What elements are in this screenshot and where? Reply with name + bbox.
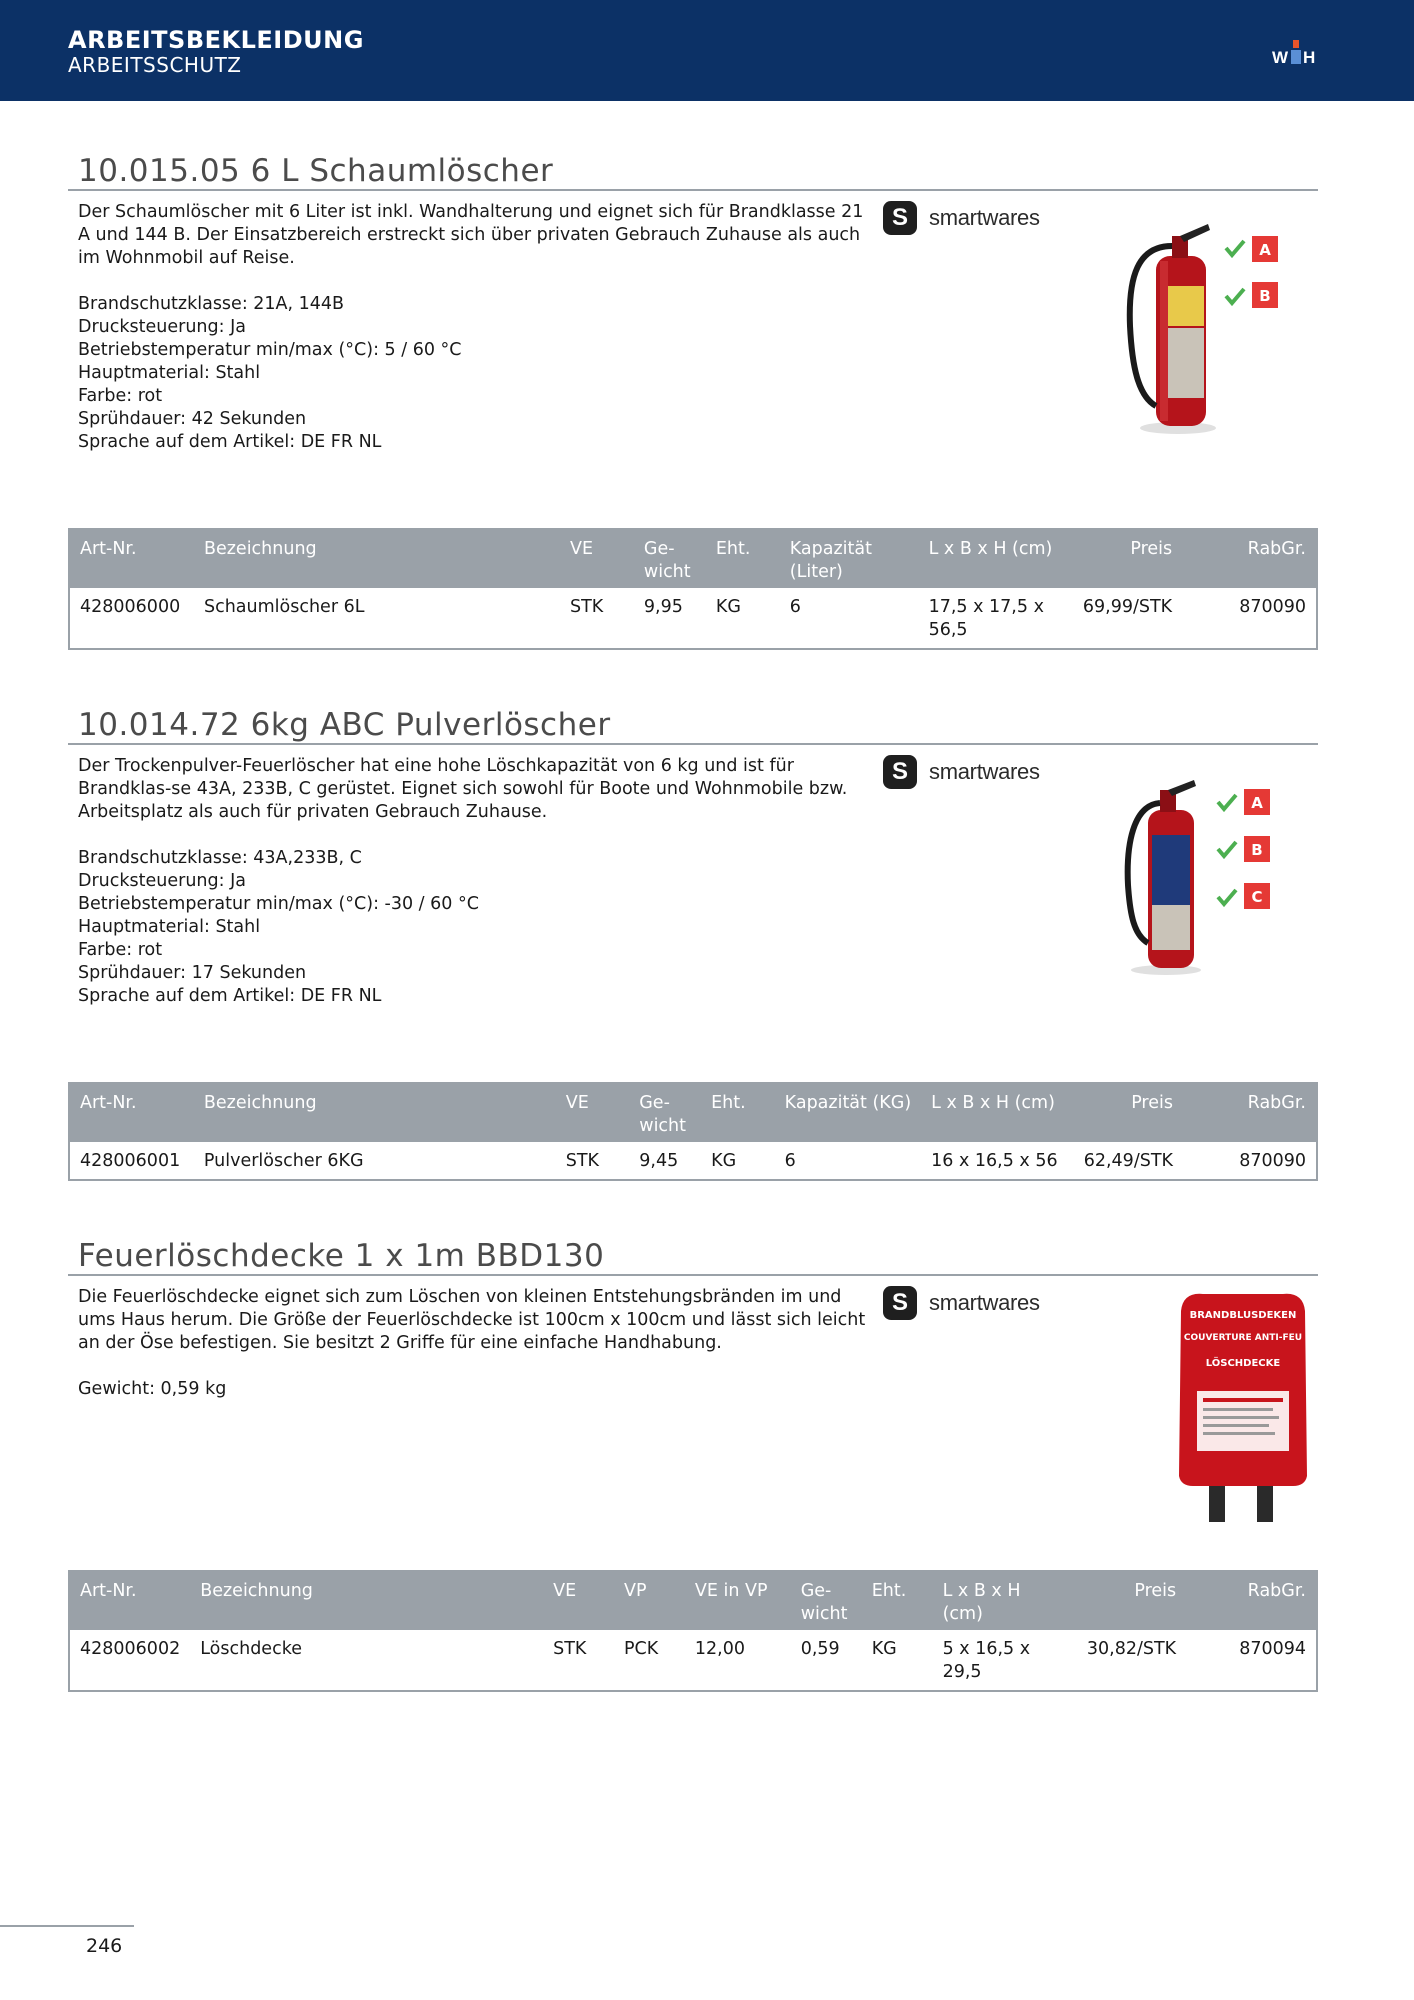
- foam-extinguisher-image: [1098, 206, 1298, 441]
- col-dimensions: L x B x H (cm): [933, 1571, 1077, 1630]
- svg-text:W: W: [1272, 48, 1289, 66]
- cell-rabgr: 870090: [1239, 597, 1306, 617]
- product-description: [78, 1286, 878, 1401]
- cell-bezeichnung: Pulverlöscher 6KG: [203, 1151, 364, 1171]
- cell-gewicht: 0,59: [800, 1639, 840, 1659]
- cell-preis: 30,82/STK: [1086, 1639, 1177, 1659]
- section-title: Feuerlöschdecke 1 x 1m BBD130: [68, 1236, 1318, 1276]
- product-section-powder-extinguisher: [68, 705, 1318, 1185]
- page-number: 246: [86, 1935, 123, 1957]
- col-eht: Eht.: [862, 1571, 933, 1630]
- table-header-row: [69, 529, 1317, 588]
- col-kapazitaet: Kapazität (KG): [775, 1083, 921, 1142]
- footer-divider: [0, 1925, 134, 1927]
- svg-text:A: A: [1251, 794, 1263, 812]
- section-title: 10.014.72 6kg ABC Pulverlöscher: [68, 705, 1318, 745]
- header-subtitle: ARBEITSSCHUTZ: [68, 53, 242, 77]
- product-table: [68, 1082, 1318, 1181]
- col-rabgr: RabGr.: [1183, 1083, 1317, 1142]
- cell-kapazitaet: 6: [789, 597, 801, 617]
- col-ve-in-vp: VE in VP: [685, 1571, 791, 1630]
- brand-logo: [883, 755, 1040, 789]
- cell-art-nr: 428006000: [80, 597, 181, 617]
- product-section-foam-extinguisher: [68, 151, 1318, 651]
- col-eht: Eht.: [701, 1083, 775, 1142]
- brand-s-icon: S: [883, 755, 917, 789]
- svg-text:B: B: [1251, 841, 1263, 859]
- page-header: [0, 0, 1414, 101]
- col-dimensions: L x B x H (cm): [921, 1083, 1068, 1142]
- product-description: [78, 755, 878, 1008]
- table-row: [69, 1142, 1317, 1180]
- cell-dimensions: 17,5 x 17,5 x 56,5: [928, 597, 1044, 640]
- col-preis: Preis: [1067, 529, 1182, 588]
- col-rabgr: RabGr.: [1186, 1571, 1317, 1630]
- cell-bezeichnung: Schaumlöscher 6L: [203, 597, 365, 617]
- col-art-nr: Art-Nr.: [69, 529, 194, 588]
- cell-vp: PCK: [624, 1639, 659, 1659]
- table-header-row: [69, 1571, 1317, 1630]
- description-text: Der Trockenpulver-Feuerlöscher hat eine hohe Löschkapazität von 6 kg und ist für Brandklas-se 43A, 233B, C gerüstet. Eignet sich sowohl für Boote und Wohnmobile bzw. Arbeitsplatz als auch für privaten Gebrauch Zuhause.: [78, 756, 848, 822]
- fire-class-a-icon: [1218, 789, 1270, 815]
- brand-s-icon: S: [883, 1286, 917, 1320]
- col-preis: Preis: [1068, 1083, 1183, 1142]
- col-bezeichnung: Bezeichnung: [190, 1571, 543, 1630]
- cell-preis: 69,99/STK: [1082, 597, 1173, 617]
- fire-class-b-icon: [1218, 836, 1270, 862]
- cell-dimensions: 16 x 16,5 x 56: [931, 1151, 1058, 1171]
- col-gewicht: Ge- wicht: [629, 1083, 701, 1142]
- description-text: Der Schaumlöscher mit 6 Liter ist inkl. Wandhalterung und eignet sich für Brandklasse 21 A und 144 B. Der Einsatzbereich erstreckt sich über privaten Gebrauch Zuhause als auch im Wohnmobil auf Reise.: [78, 202, 864, 268]
- col-gewicht: Ge- wicht: [791, 1571, 862, 1630]
- col-gewicht: Ge- wicht: [634, 529, 706, 588]
- col-kapazitaet: Kapazität (Liter): [780, 529, 919, 588]
- product-section-fire-blanket: [68, 1236, 1318, 1696]
- cell-dimensions: 5 x 16,5 x 29,5: [942, 1639, 1031, 1682]
- svg-text:C: C: [1251, 888, 1263, 906]
- spec-list: Brandschutzklasse: 43A,233B, C Drucksteuerung: Ja Betriebstemperatur min/max (°C): -30 / 60 °C Hauptmaterial: Stahl Farbe: rot Sprühdauer: 17 Sekunden Sprache auf dem Artikel: DE FR NL: [78, 848, 479, 1006]
- col-eht: Eht.: [706, 529, 780, 588]
- cell-gewicht: 9,95: [643, 597, 683, 617]
- svg-text:BRANDBLUSDEKEN: BRANDBLUSDEKEN: [1189, 1310, 1297, 1321]
- section-title: 10.015.05 6 L Schaumlöscher: [68, 151, 1318, 191]
- cell-ve-in-vp: 12,00: [694, 1639, 746, 1659]
- cell-eht: KG: [871, 1639, 897, 1659]
- brand-logo: [883, 201, 1040, 235]
- col-ve: VE: [556, 1083, 630, 1142]
- cell-ve: STK: [553, 1639, 587, 1659]
- brand-logo: [883, 1286, 1040, 1320]
- spec-list: Gewicht: 0,59 kg: [78, 1379, 227, 1399]
- svg-text:COUVERTURE ANTI-FEU: COUVERTURE ANTI-FEU: [1183, 1333, 1303, 1343]
- product-table: [68, 528, 1318, 650]
- col-ve: VE: [543, 1571, 614, 1630]
- table-row: [69, 588, 1317, 649]
- svg-text:B: B: [1259, 287, 1271, 305]
- col-rabgr: RabGr.: [1182, 529, 1317, 588]
- brand-name: smartwares: [929, 205, 1040, 230]
- cell-eht: KG: [711, 1151, 737, 1171]
- cell-ve: STK: [570, 597, 604, 617]
- brand-name: smartwares: [929, 759, 1040, 784]
- table-header-row: [69, 1083, 1317, 1142]
- cell-art-nr: 428006002: [80, 1639, 181, 1659]
- cell-rabgr: 870094: [1239, 1639, 1306, 1659]
- description-text: Die Feuerlöschdecke eignet sich zum Löschen von kleinen Entstehungsbränden im und ums Haus herum. Die Größe der Feuerlöschdecke ist 100cm x 100cm und lässt sich leicht an der Öse befestigen. Sie besitzt 2 Griffe für eine einfache Handhabung.: [78, 1287, 866, 1353]
- col-ve: VE: [560, 529, 634, 588]
- svg-text:H: H: [1303, 48, 1316, 66]
- brand-s-icon: S: [883, 201, 917, 235]
- cell-rabgr: 870090: [1239, 1151, 1306, 1171]
- col-art-nr: Art-Nr.: [69, 1571, 190, 1630]
- svg-text:LÖSCHDECKE: LÖSCHDECKE: [1205, 1358, 1281, 1369]
- cell-eht: KG: [715, 597, 741, 617]
- fire-class-b-icon: [1226, 282, 1278, 308]
- col-preis: Preis: [1076, 1571, 1186, 1630]
- company-logo: [1270, 38, 1322, 66]
- table-row: [69, 1630, 1317, 1691]
- cell-art-nr: 428006001: [80, 1151, 181, 1171]
- cell-bezeichnung: Löschdecke: [200, 1639, 302, 1659]
- col-bezeichnung: Bezeichnung: [194, 1083, 556, 1142]
- fire-class-a-icon: [1226, 236, 1278, 262]
- cell-kapazitaet: 6: [784, 1151, 796, 1171]
- fire-class-c-icon: [1218, 883, 1270, 909]
- col-art-nr: Art-Nr.: [69, 1083, 194, 1142]
- col-vp: VP: [614, 1571, 685, 1630]
- cell-preis: 62,49/STK: [1083, 1151, 1173, 1171]
- header-title: ARBEITSBEKLEIDUNG: [68, 26, 364, 54]
- col-dimensions: L x B x H (cm): [919, 529, 1068, 588]
- product-table: [68, 1570, 1318, 1692]
- cell-gewicht: 9,45: [639, 1151, 679, 1171]
- powder-extinguisher-image: [1088, 765, 1298, 980]
- svg-text:A: A: [1259, 241, 1271, 259]
- col-bezeichnung: Bezeichnung: [194, 529, 560, 588]
- product-description: [78, 201, 878, 454]
- brand-name: smartwares: [929, 1290, 1040, 1315]
- spec-list: Brandschutzklasse: 21A, 144B Drucksteuerung: Ja Betriebstemperatur min/max (°C): 5 / 60 °C Hauptmaterial: Stahl Farbe: rot Sprühdauer: 42 Sekunden Sprache auf dem Artikel: DE FR NL: [78, 294, 462, 452]
- fire-blanket-image: [1173, 1286, 1313, 1526]
- cell-ve: STK: [565, 1151, 599, 1171]
